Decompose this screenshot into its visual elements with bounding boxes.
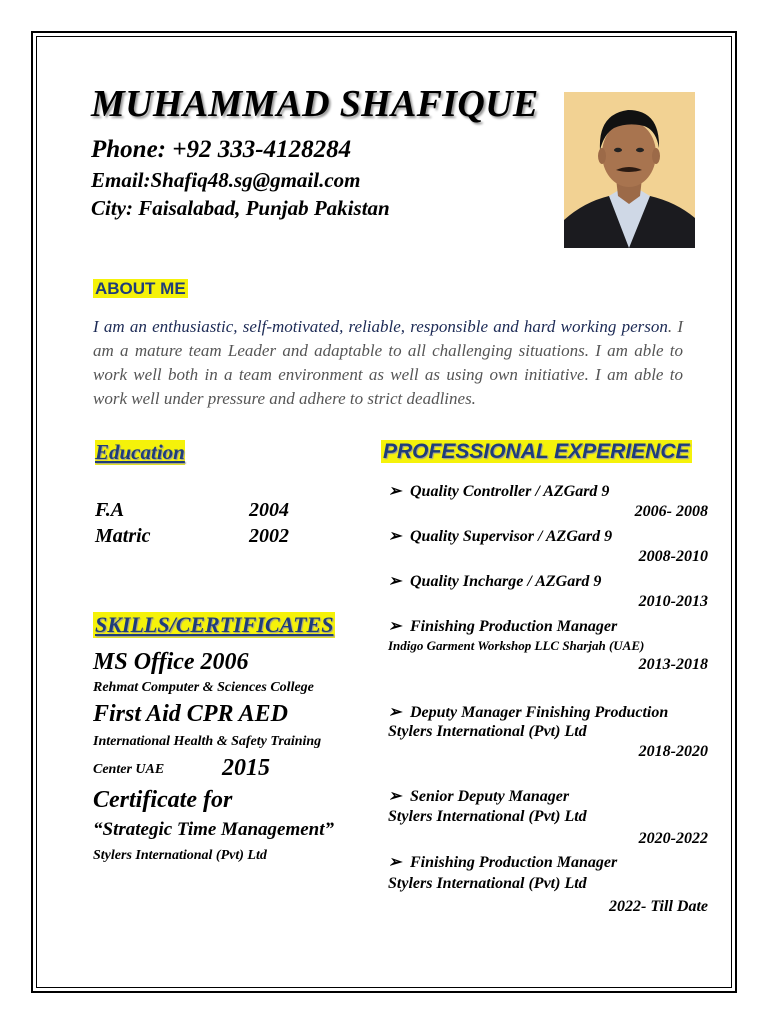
profile-photo	[564, 92, 695, 248]
job-organization: Stylers International (Pvt) Ltd	[388, 808, 587, 825]
skill-first-aid-org-2: Center UAE	[93, 762, 165, 777]
job-dates: 2018-2020	[638, 743, 708, 760]
skill-certificate-title: Certificate for	[93, 787, 233, 813]
skills-heading: SKILLS/CERTIFICATES	[95, 612, 334, 637]
job-organization: Indigo Garment Workshop LLC Sharjah (UAE)	[388, 638, 645, 653]
job-dates: 2010-2013	[638, 593, 708, 610]
job-title: ➢ Finishing Production Manager	[388, 854, 618, 871]
arrow-bullet-icon: ➢	[388, 854, 402, 871]
job-organization: Stylers International (Pvt) Ltd	[388, 723, 587, 740]
education-year: 2002	[249, 525, 289, 547]
about-heading: ABOUT ME	[95, 279, 186, 298]
job-dates: 2013-2018	[638, 656, 708, 673]
email-line: Email:Shafiq48.sg@gmail.com	[91, 168, 361, 192]
about-paragraph	[93, 315, 683, 411]
arrow-bullet-icon: ➢	[388, 704, 402, 721]
skill-ms-office-org: Rehmat Computer & Sciences College	[93, 680, 314, 695]
about-text-rest: . I am a mature team Leader and adaptable to all challenging situations. I am able to work well both in a team environment as well as using own initiative. I am able to work well under pressure and adhere to strict deadlines.	[93, 317, 683, 408]
experience-heading: PROFESSIONAL EXPERIENCE	[383, 440, 690, 463]
education-degree: Matric	[95, 525, 151, 547]
arrow-bullet-icon: ➢	[388, 483, 402, 500]
education-year: 2004	[249, 499, 289, 521]
arrow-bullet-icon: ➢	[388, 573, 402, 590]
job-title: ➢ Quality Incharge / AZGard 9	[388, 573, 602, 590]
job-dates: 2008-2010	[638, 548, 708, 565]
skill-first-aid-org: International Health & Safety Training	[93, 734, 322, 749]
arrow-bullet-icon: ➢	[388, 528, 402, 545]
skill-certificate-name: “Strategic Time Management”	[93, 819, 335, 840]
job-dates: 2006- 2008	[634, 503, 708, 520]
job-dates: 2020-2022	[638, 830, 708, 847]
job-title: ➢ Quality Controller / AZGard 9	[388, 483, 610, 500]
arrow-bullet-icon: ➢	[388, 788, 402, 805]
phone-line: Phone: +92 333-4128284	[91, 136, 352, 163]
job-title: ➢ Finishing Production Manager	[388, 618, 618, 635]
skill-certificate-org: Stylers International (Pvt) Ltd	[93, 848, 267, 863]
about-text-lead: I am an enthusiastic, self-motivated, reliable, responsible and hard working person	[93, 317, 668, 336]
candidate-name: MUHAMMAD SHAFIQUE	[91, 83, 539, 125]
job-dates: 2022- Till Date	[609, 898, 708, 915]
job-organization: Stylers International (Pvt) Ltd	[388, 875, 587, 892]
skill-first-aid-year: 2015	[222, 755, 270, 781]
education-heading: Education	[95, 440, 185, 464]
job-title: ➢ Deputy Manager Finishing Production	[388, 704, 669, 721]
education-degree: F.A	[95, 499, 125, 521]
job-title: ➢ Quality Supervisor / AZGard 9	[388, 528, 613, 545]
arrow-bullet-icon: ➢	[388, 618, 402, 635]
skill-ms-office: MS Office 2006	[93, 649, 249, 675]
job-title: ➢ Senior Deputy Manager	[388, 788, 570, 805]
skill-first-aid: First Aid CPR AED	[93, 701, 288, 727]
city-line: City: Faisalabad, Punjab Pakistan	[91, 196, 390, 220]
